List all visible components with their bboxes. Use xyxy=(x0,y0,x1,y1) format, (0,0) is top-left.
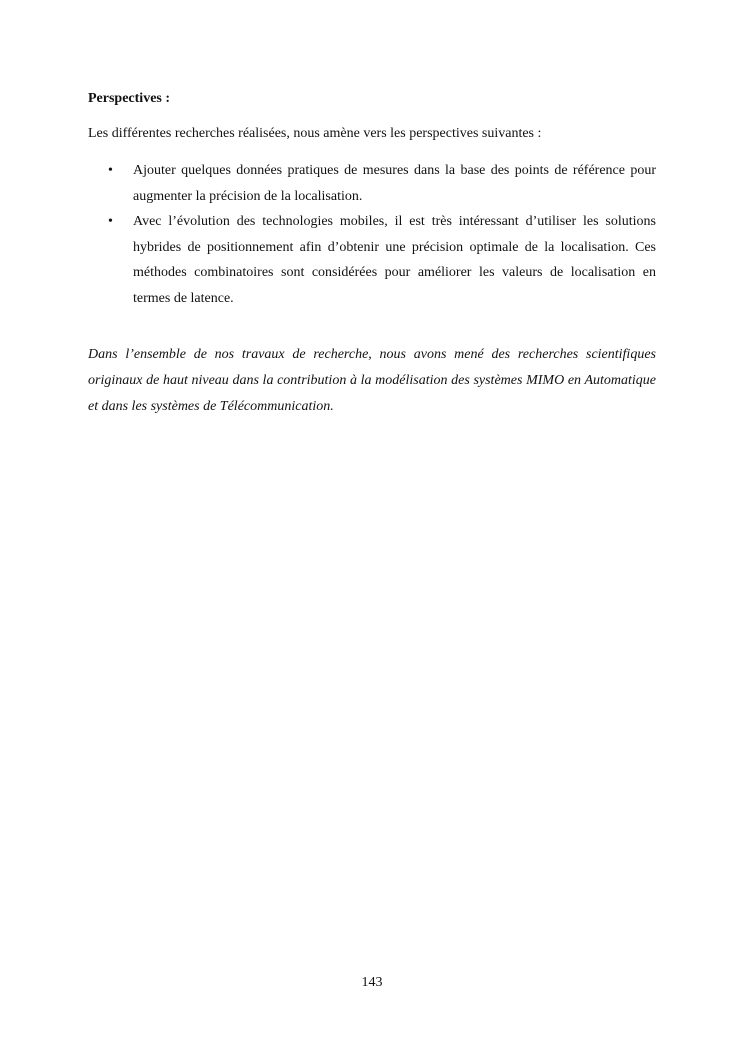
intro-paragraph: Les différentes recherches réalisées, nous amène vers les perspectives suivantes : xyxy=(88,126,542,141)
perspectives-list xyxy=(88,158,656,311)
section-heading: Perspectives : xyxy=(88,91,171,106)
list-item-text: Ajouter quelques données pratiques de mesures dans la base des points de référence pour augmenter la précision de la localisation. xyxy=(133,163,656,204)
conclusion-paragraph: Dans l’ensemble de nos travaux de recherche, nous avons mené des recherches scientifiques originaux de haut niveau dans la contribution à la modélisation des systèmes MIMO en Automatique et dans les systèmes de Télécommunication. xyxy=(88,347,656,414)
list-item xyxy=(88,209,656,311)
list-item-text: Avec l’évolution des technologies mobiles, il est très intéressant d’utiliser les solutions hybrides de positionnement afin d’obtenir une précision optimale de la localisation. Ces méthodes combinatoires sont considérées pour améliorer les valeurs de localisation en termes de latence. xyxy=(133,214,656,306)
bullet-icon: • xyxy=(108,214,113,229)
bullet-icon: • xyxy=(108,163,113,178)
list-item xyxy=(88,158,656,209)
page-number: 143 xyxy=(361,975,383,990)
